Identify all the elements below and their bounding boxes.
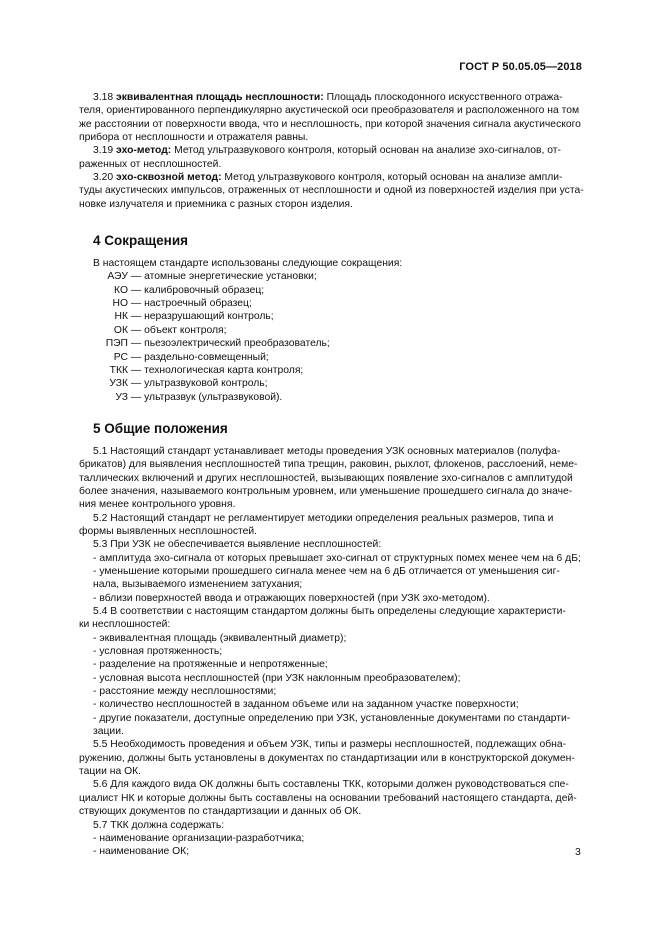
abbreviation-code: РС	[113, 351, 128, 363]
definition-term: эхо-метод:	[116, 145, 172, 157]
text-line: ружению, должны быть установлены в документах по стандартизации или в конструкторской докумен-	[79, 752, 575, 764]
page-number: 3	[575, 846, 581, 858]
text-line: туды акустических импульсов, отраженных от несплошности и одной из поверхностей изделия при уста-	[79, 185, 584, 197]
abbreviation-code: АЭУ	[107, 271, 128, 283]
list-item	[79, 685, 582, 698]
text-line: - уменьшение которыми прошедшего сигнала менее чем на 6 дБ отличается от уменьшения сиг-	[93, 565, 560, 577]
text-paragraph	[79, 605, 582, 632]
abbreviation-text: — технологическая карта контроля;	[128, 364, 304, 376]
text-line: формы выявленных несплошностей.	[79, 525, 258, 537]
text-line: 5.2 Настоящий стандарт не регламентирует методики определения реальных размеров, типа и	[93, 512, 554, 524]
definition-number: 3.18	[93, 92, 117, 103]
abbreviation-code: НК	[114, 311, 128, 323]
text-line: зации.	[93, 726, 124, 738]
text-line	[93, 172, 563, 183]
text-line: 5.4 В соответствии с настоящим стандартом должны быть определены следующие характеристи-	[93, 606, 566, 617]
paragraph-5-3-list	[79, 552, 582, 605]
paragraph-5-1	[79, 445, 582, 512]
list-item	[79, 645, 582, 658]
list-item	[79, 832, 582, 845]
definition-term: эквивалентная площадь несплошности:	[116, 92, 324, 103]
text-line: - вблизи поверхностей ввода и отражающих поверхностей (при УЗК эхо-методом).	[93, 592, 490, 604]
abbreviation-item	[79, 284, 582, 297]
abbreviation-text: — атомные энергетические установки;	[128, 271, 317, 283]
abbreviation-item	[79, 351, 582, 364]
paragraph-5-7-intro: 5.7 ТКК должна содержать:	[93, 819, 225, 831]
abbreviation-text: — калибровочный образец;	[128, 284, 265, 296]
paragraph-5-5	[79, 738, 582, 778]
paragraph-5-4-list	[79, 632, 582, 739]
text-line: - условная протяженность;	[93, 646, 223, 658]
paragraph-5-6	[79, 778, 582, 818]
abbreviation-text: — раздельно-совмещенный;	[128, 351, 269, 363]
text-line: брикатов) для выявления несплошностей типа трещин, раковин, рыхлот, флокенов, расслоений, неме-	[79, 459, 578, 471]
text-line	[93, 145, 561, 156]
definition-number: 3.20	[93, 172, 117, 184]
abbreviation-item	[79, 377, 582, 390]
definitions-block	[79, 91, 582, 211]
abbreviation-code: КО	[114, 284, 128, 296]
abbreviation-code: УЗ	[115, 391, 128, 403]
text-line: - амплитуда эхо-сигнала от которых превышает эхо-сигнал от структурных помех менее чем на 6 дБ;	[93, 552, 581, 564]
text-line: же расстоянии от поверхности ввода, что и несплошность, при которой значения сигнала акустического	[79, 118, 581, 130]
text-line: - условная высота несплошностей (при УЗК наклонным преобразователем);	[93, 672, 461, 684]
abbreviation-item	[79, 297, 582, 310]
abbreviation-item	[79, 337, 582, 350]
paragraph-5-3-intro: 5.3 При УЗК не обеспечивается выявление несплошностей:	[93, 539, 382, 551]
text-line: новке излучателя и приемника с разных сторон изделия.	[79, 198, 353, 210]
text-line: 5.1 Настоящий стандарт устанавливает методы проведения УЗК основных материалов (полуфа-	[93, 445, 561, 457]
list-item	[79, 592, 582, 605]
section-4-title: 4 Сокращения	[93, 233, 188, 249]
abbreviation-text: — неразрушающий контроль;	[128, 311, 274, 323]
text-line: раженных от несплошностей.	[79, 158, 222, 170]
text-line: - другие показатели, доступные определению при УЗК, установленные документами по стандарти-	[93, 712, 571, 724]
abbreviation-item	[79, 324, 582, 337]
definition-3-18	[79, 91, 582, 144]
text-line: более значения, называемого контрольным уровнем, или уменьшение прошедшего сигнала до значе-	[79, 485, 573, 497]
definition-3-19	[79, 144, 582, 171]
paragraph-5-7-list	[79, 832, 582, 859]
list-item	[79, 658, 582, 671]
abbreviation-code: ТКК	[109, 364, 128, 376]
abbreviation-item	[79, 310, 582, 323]
list-item	[79, 712, 582, 739]
list-item	[79, 552, 582, 565]
text-line: тации на ОК.	[79, 766, 142, 778]
abbreviation-code: УЗК	[109, 378, 128, 390]
text-paragraph	[79, 512, 582, 539]
list-item	[79, 698, 582, 711]
abbreviation-text: — объект контроля;	[128, 324, 227, 336]
list-item	[79, 565, 582, 592]
text-line: ния менее контрольного уровня.	[79, 499, 236, 511]
definition-number: 3.19	[93, 145, 117, 157]
abbreviation-item	[79, 391, 582, 404]
text-line: ки несплошностей:	[79, 619, 171, 631]
text-line	[93, 92, 563, 103]
list-item	[79, 632, 582, 645]
abbreviation-code: НО	[112, 298, 128, 310]
text-line: прибора от несплошности и отражателя равны.	[79, 132, 309, 144]
abbreviation-item	[79, 270, 582, 283]
text-line: 5.6 Для каждого вида ОК должны быть составлены ТКК, которыми должен руководствоваться спе-	[93, 779, 569, 791]
definition-term: эхо-сквозной метод:	[116, 172, 222, 184]
text-line: - наименование организации-разработчика;	[93, 832, 305, 844]
text-line: циалист НК и которые должны быть составлены на основании требований настоящего стандарта, дей-	[79, 792, 577, 804]
text-line: нала, вызываемого изменением затухания;	[93, 579, 303, 591]
section-4-intro: В настоящем стандарте использованы следующие сокращения:	[93, 258, 403, 270]
definition-text: Метод ультразвукового контроля, который основан на анализе эхо-сигналов, от-	[171, 145, 561, 157]
abbreviation-list	[79, 270, 582, 403]
paragraph-5-4-intro	[79, 605, 582, 632]
definition-text: Метод ультразвукового контроля, который основан на анализе ампли-	[221, 172, 563, 184]
document-header: ГОСТ Р 50.05.05—2018	[459, 61, 582, 73]
text-line: - количество несплошностей в заданном объеме или на заданном участке поверхности;	[93, 699, 519, 711]
abbreviation-text: — пьезоэлектрический преобразователь;	[128, 338, 330, 350]
definition-text: Площадь плоскодонного искусственного отража-	[323, 92, 563, 103]
paragraph-5-2	[79, 512, 582, 539]
document-body	[79, 91, 582, 859]
text-paragraph	[79, 445, 582, 512]
text-line: 5.5 Необходимость проведения и объем УЗК, типы и размеры несплошностей, подлежащих обна-	[93, 739, 567, 751]
section-5-title: 5 Общие положения	[93, 420, 228, 436]
list-item	[79, 672, 582, 685]
text-line: - наименование ОК;	[93, 846, 190, 858]
abbreviation-item	[79, 364, 582, 377]
abbreviation-text: — ультразвуковой контроль;	[128, 378, 268, 390]
abbreviation-code: ПЭП	[105, 338, 128, 350]
text-line: - расстояние между несплошностями;	[93, 686, 277, 698]
text-line: - эквивалентная площадь (эквивалентный диаметр);	[93, 632, 347, 644]
abbreviation-text: — настроечный образец;	[128, 298, 252, 310]
definition-3-20	[79, 171, 582, 211]
text-line: теля, ориентированного перпендикулярно акустической оси преобразователя и расположенного на том	[79, 105, 580, 117]
abbreviation-code: ОК	[113, 324, 128, 336]
abbreviation-text: — ультразвук (ультразвуковой).	[128, 391, 283, 403]
text-line: - разделение на протяженные и непротяженные;	[93, 659, 328, 671]
text-line: ствующих документов по стандартизации и данных об ОК.	[79, 806, 362, 818]
text-line: таллических включений и других несплошностей, вызывающих появление эхо-сигналов с амплитудой	[79, 472, 573, 484]
list-item	[79, 845, 582, 858]
text-paragraph	[79, 778, 582, 818]
text-paragraph	[79, 738, 582, 778]
